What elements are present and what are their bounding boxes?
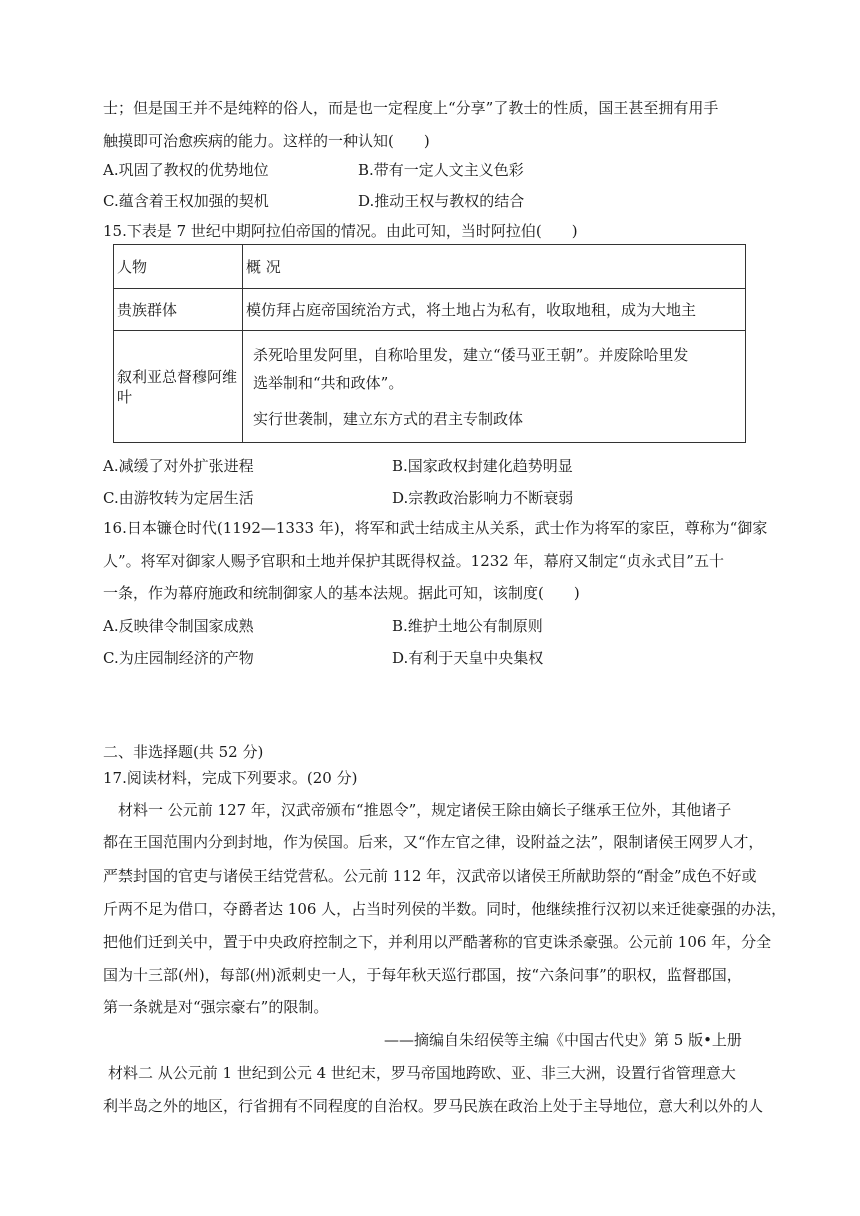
q16-stem-line2: 人”。将军对御家人赐予官职和土地并保护其既得权益。1232 年，幕府又制定“贞永式目”五十 (103, 552, 724, 570)
table-header-person: 人物 (114, 245, 243, 289)
material1-line: 把他们迁到关中，置于中央政府控制之下，并利用以严酷著称的官吏诛杀豪强。公元前 106 年，分全 (103, 933, 772, 951)
q14-option-c: C.蕴含着王权加强的契机 (103, 192, 269, 210)
q16-stem-line1: 16.日本镰仓时代(1192—1333 年)，将军和武士结成主从关系，武士作为将军的家臣，尊称为“御家 (103, 519, 768, 537)
q15-option-c: C.由游牧转为定居生活 (103, 489, 254, 507)
q14-option-b: B.带有一定人文主义色彩 (358, 161, 524, 179)
material2-line: 利半岛之外的地区，行省拥有不同程度的自治权。罗马民族在政治上处于主导地位，意大利以外的人 (103, 1097, 764, 1115)
section-title: 二、非选择题(共 52 分) (103, 743, 264, 761)
q16-option-b: B.维护土地公有制原则 (392, 617, 543, 635)
table-row (114, 331, 746, 443)
q16-option-a: A.反映律令制国家成熟 (103, 617, 254, 635)
person-name-line2: 叶 (117, 387, 133, 406)
table-row (114, 245, 746, 289)
material2-line: 材料二 从公元前 1 世纪到公元 4 世纪末，罗马帝国地跨欧、亚、非三大洲，设置行省管理意大 (108, 1064, 736, 1082)
overview-line1: 杀死哈里发阿里，自称哈里发，建立“倭马亚王朝”。并废除哈里发 (253, 345, 689, 364)
table-row (114, 289, 746, 331)
material1-line: 第一条就是对“强宗豪右”的限制。 (103, 998, 329, 1016)
q16-stem-line3: 一条，作为幕府施政和统制御家人的基本法规。据此可知，该制度( ) (103, 584, 580, 602)
q16-option-d: D.有利于天皇中央集权 (392, 649, 544, 667)
table-header-overview: 概 况 (243, 245, 746, 289)
overview-line3: 实行世袭制，建立东方式的君主专制政体 (253, 409, 524, 428)
q15-table (113, 244, 746, 443)
q14-stem-line2: 触摸即可治愈疾病的能力。这样的一种认知( ) (103, 132, 430, 150)
q15-option-a: A.减缓了对外扩张进程 (103, 457, 254, 475)
material1-line: 斤两不足为借口，夺爵者达 106 人，占当时列侯的半数。同时，他继续推行汉初以来迁徙豪强的办法， (103, 900, 787, 918)
q17-stem: 17.阅读材料，完成下列要求。(20 分) (103, 769, 358, 787)
person-name-line1: 叙利亚总督穆阿维 (117, 367, 238, 386)
material1-line: 严禁封国的官吏与诸侯王结党营私。公元前 112 年，汉武帝以诸侯王所献助祭的“酎金”成色不好或 (103, 867, 757, 885)
q14-option-a: A.巩固了教权的优势地位 (103, 161, 269, 179)
table-cell-overview: 模仿拜占庭帝国统治方式，将土地占为私有，收取地租，成为大地主 (243, 289, 746, 331)
q15-option-b: B.国家政权封建化趋势明显 (392, 457, 573, 475)
table-cell-person (114, 331, 243, 443)
material1-line: 国为十三部(州)，每部(州)派刺史一人，于每年秋天巡行郡国，按“六条问事”的职权，监督郡国， (103, 966, 742, 984)
table-cell-overview (243, 331, 746, 443)
q15-stem: 15.下表是 7 世纪中期阿拉伯帝国的情况。由此可知，当时阿拉伯( ) (103, 222, 578, 240)
overview-line2: 选举制和“共和政体”。 (253, 373, 404, 392)
q14-stem-line1: 士；但是国王并不是纯粹的俗人，而是也一定程度上“分享”了教士的性质，国王甚至拥有用手 (103, 99, 719, 117)
material1-source: ——摘编自朱绍侯等主编《中国古代史》第 5 版•上册 (384, 1031, 742, 1049)
material1-line: 材料一 公元前 127 年，汉武帝颁布“推恩令”，规定诸侯王除由嫡长子继承王位外，其他诸子 (118, 801, 732, 819)
table-cell-person: 贵族群体 (114, 289, 243, 331)
material1-line: 都在王国范围内分到封地，作为侯国。后来，又“作左官之律，设附益之法”，限制诸侯王网罗人才， (103, 833, 764, 851)
q14-option-d: D.推动王权与教权的结合 (358, 192, 525, 210)
q15-option-d: D.宗教政治影响力不断衰弱 (392, 489, 574, 507)
q16-option-c: C.为庄园制经济的产物 (103, 649, 254, 667)
